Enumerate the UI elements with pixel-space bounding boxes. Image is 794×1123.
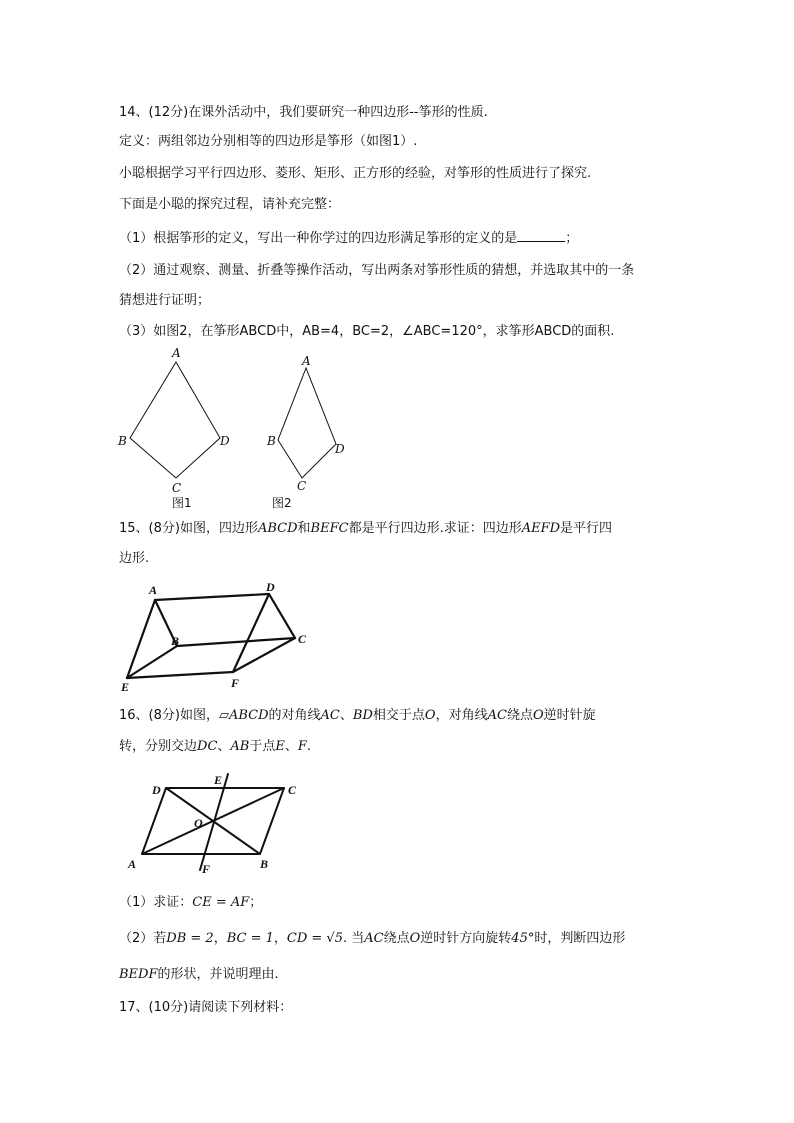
fig1-label-c: C — [172, 481, 182, 495]
q14-line-1: 14、(12分)在课外活动中，我们要研究一种四边形--筝形的性质. — [119, 105, 488, 120]
fig1-label-b: B — [118, 434, 127, 448]
q15-math-aefd: AEFD — [521, 521, 561, 536]
q16-p1-text-a: （1）求证： — [119, 895, 193, 910]
q14-line-4: 下面是小聪的探究过程，请补充完整： — [119, 197, 341, 212]
fig2-caption: 图2 — [272, 496, 292, 510]
q16-text-k: 绕点 — [506, 708, 533, 723]
q15-label-d: D — [266, 580, 275, 594]
q16-p2-math-o: O — [409, 931, 421, 946]
q14-line-6: （2）通过观察、测量、折叠等操作活动，写出两条对筝形性质的猜想，并选取其中的一条 — [119, 263, 635, 278]
q16-label-e: E — [214, 773, 223, 787]
q15-text-a: 15、(8分)如图，四边形 — [119, 521, 258, 536]
q16-line-1 — [119, 707, 596, 725]
fig2-label-d: D — [335, 442, 345, 456]
fig2-label-a: A — [302, 354, 311, 368]
q14-line-5 — [119, 229, 578, 248]
fig1-label-a: A — [172, 346, 181, 360]
q16-line-2 — [119, 738, 311, 756]
q16-p2-text-g: . 当 — [342, 931, 365, 946]
q16-p2-math-db: DB = 2 — [166, 931, 214, 946]
q16-math-o: O — [424, 708, 436, 723]
fig2-label-b: B — [267, 434, 276, 448]
q15-line-2: 边形. — [119, 551, 150, 566]
q16-text-g: 相交于点 — [372, 708, 425, 723]
figure-q15-parallelograms — [115, 578, 315, 696]
q15-line-1 — [119, 520, 612, 538]
q16-p3-text: 的形状，并说明理由. — [157, 967, 279, 982]
q16-part-1 — [119, 894, 262, 912]
q16-p2-text-e: ， — [273, 931, 287, 946]
q16-label-o: O — [194, 816, 203, 830]
q16-math-ac-2: AC — [487, 708, 507, 723]
figure-q16-parallelogram — [118, 766, 318, 878]
q15-text-e: 都是平行四边形.求证：四边形 — [348, 521, 522, 536]
q16-text-e: 、 — [339, 708, 353, 723]
q16-text-2e: 于点 — [249, 739, 276, 754]
q15-label-f: F — [231, 676, 240, 690]
q16-p2-text-k: 逆时针方向旋转 — [420, 931, 512, 946]
q14-part1-text: （1）根据筝形的定义，写出一种你学过的四边形满足筝形的定义的是 — [119, 231, 518, 246]
q16-text-2a: 转，分别交边 — [119, 739, 198, 754]
q16-text-a: 16、(8分)如图， — [119, 708, 219, 723]
fig1-label-d: D — [220, 434, 230, 448]
q16-p2-text-a: （2）若 — [119, 931, 167, 946]
q16-part-2-cont — [119, 966, 279, 984]
q16-p2-math-45: 45° — [511, 931, 535, 946]
q15-label-c: C — [298, 632, 307, 646]
q15-label-b: B — [171, 634, 180, 648]
q16-text-2c: 、 — [217, 739, 231, 754]
q16-p2-text-i: 绕点 — [383, 931, 410, 946]
answer-blank — [517, 229, 565, 242]
q15-label-e: E — [121, 680, 130, 694]
q16-label-c: C — [288, 783, 297, 797]
q16-math-dc: DC — [197, 739, 218, 754]
q16-p1-text-c: ； — [249, 895, 263, 910]
q15-text-c: 和 — [297, 521, 311, 536]
q16-math-ac: AC — [320, 708, 340, 723]
q16-part-2 — [119, 930, 625, 948]
q16-p2-text-c: ， — [213, 931, 227, 946]
q14-line-3: 小聪根据学习平行四边形、菱形、矩形、正方形的经验，对筝形的性质进行了探究. — [119, 166, 592, 181]
q16-p2-math-bc: BC = 1 — [226, 931, 274, 946]
q16-label-a: A — [128, 857, 137, 871]
q16-math-ab: AB — [230, 739, 250, 754]
q16-p2-text-m: 时，判断四边形 — [534, 931, 626, 946]
q16-label-b: B — [260, 857, 269, 871]
q15-text-g: 是平行四 — [560, 521, 613, 536]
q16-math-pabcd: ▱ABCD — [218, 708, 269, 723]
q16-label-f: F — [202, 862, 211, 876]
q16-math-e: E — [275, 739, 285, 754]
q14-part1-end: ； — [565, 231, 579, 246]
q15-math-befc: BEFC — [310, 521, 349, 536]
figure-1-kite — [112, 342, 242, 514]
q14-line-2: 定义：两组邻边分别相等的四边形是筝形（如图1）. — [119, 134, 418, 149]
fig2-label-c: C — [297, 479, 307, 493]
q15-label-a: A — [149, 583, 158, 597]
q16-text-i: ，对角线 — [435, 708, 488, 723]
q14-line-8: （3）如图2，在筝形ABCD中，AB=4，BC=2，∠ABC=120°，求筝形ABCD的面积. — [119, 324, 615, 339]
q16-label-d: D — [152, 783, 161, 797]
q16-p2-math-cd: CD = √5 — [286, 931, 343, 946]
q16-text-2g: 、 — [284, 739, 298, 754]
q16-math-o-2: O — [532, 708, 544, 723]
q14-line-7: 猜想进行证明； — [119, 293, 211, 308]
q16-text-c: 的对角线 — [268, 708, 321, 723]
figure-2-kite — [260, 350, 360, 500]
q16-p1-math: CE = AF — [192, 895, 250, 910]
q16-p2-math-ac: AC — [364, 931, 384, 946]
q16-p3-math-bedf: BEDF — [119, 967, 158, 982]
fig1-caption: 图1 — [172, 496, 192, 510]
q16-text-m: 逆时针旋 — [543, 708, 596, 723]
q15-math-abcd: ABCD — [257, 521, 298, 536]
q16-math-f: F — [297, 739, 307, 754]
q16-math-bd: BD — [352, 708, 373, 723]
q17-line-1: 17、(10分)请阅读下列材料： — [119, 1000, 293, 1015]
q16-text-2i: . — [306, 739, 312, 754]
